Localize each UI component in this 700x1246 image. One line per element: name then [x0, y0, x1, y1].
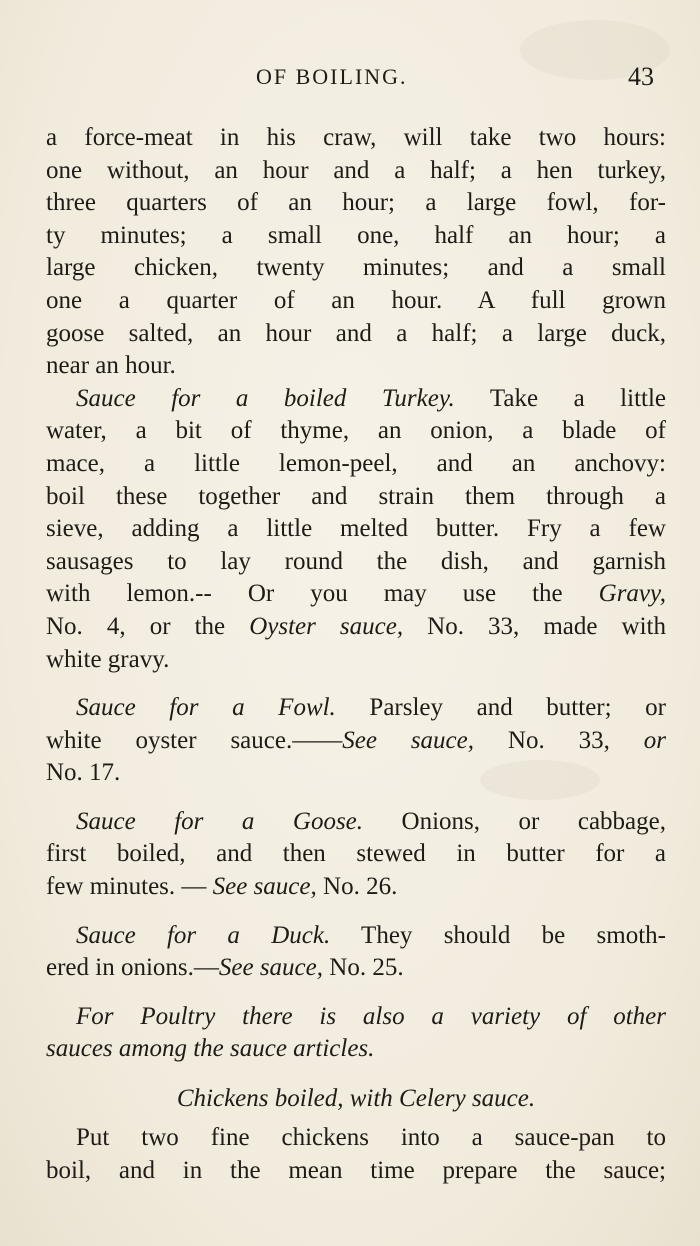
text-line: first boiled, and then stewed in butter for a — [46, 840, 666, 868]
paragraph-gap — [46, 985, 666, 1001]
paragraph-fowl-sauce — [46, 692, 666, 790]
text-line: ty minutes; a small one, half an hour; a — [46, 221, 666, 249]
paragraph-turkey-sauce — [46, 383, 666, 676]
recipe-title: Sauce for a Duck. — [76, 921, 331, 949]
text-line: Put two fine chickens into a sauce-pan to — [76, 1124, 666, 1152]
paragraph-duck-sauce — [46, 920, 666, 985]
text-line: large chicken, twenty minutes; and a small — [46, 254, 666, 282]
recipe-title: Sauce for a Goose. — [76, 807, 364, 835]
text-line: Sauce for a boiled Turkey. Take a little — [76, 384, 666, 412]
text-line: water, a bit of thyme, an onion, a blade of — [46, 417, 666, 445]
running-head: OF BOILING. — [256, 64, 408, 89]
text-line: one a quarter of an hour. A full grown — [46, 286, 666, 314]
text-line: boil, and in the mean time prepare the sauce; — [46, 1156, 666, 1184]
paragraph-gap — [46, 676, 666, 692]
text-line: boil these together and strain them through a — [46, 482, 666, 510]
text-line: No. 4, or the Oyster sauce, No. 33, made with — [46, 612, 667, 640]
text-line: white gravy. — [46, 645, 170, 673]
text-line: ered in onions.—See sauce, No. 25. — [46, 954, 404, 982]
paragraph-boiling-times — [46, 122, 666, 383]
text-line: with lemon.-- Or you may use the Gravy, — [46, 580, 666, 608]
text-line: sieve, adding a little melted butter. Fry a few — [46, 515, 666, 543]
text-line: Sauce for a Duck. They should be smoth- — [76, 921, 666, 949]
text-line: Sauce for a Goose. Onions, or cabbage, — [76, 807, 666, 835]
text-line: near an hour. — [46, 352, 176, 380]
text-line: one without, an hour and a half; a hen turkey, — [46, 156, 666, 184]
page-body — [46, 122, 666, 1187]
recipe-heading: Chickens boiled, with Celery sauce. — [176, 1085, 536, 1113]
text-line: a force-meat in his craw, will take two hours: — [46, 124, 666, 151]
page-header — [46, 62, 658, 96]
paragraph-gap — [46, 1066, 666, 1082]
text-line: sausages to lay round the dish, and garnish — [46, 547, 666, 575]
page-number: 43 — [628, 62, 654, 91]
text-line: No. 17. — [46, 759, 121, 787]
text-line: For Poultry there is also a variety of other — [76, 1002, 666, 1030]
recipe-title: Sauce for a boiled Turkey. — [76, 384, 455, 412]
text-line: mace, a little lemon-peel, and an anchovy: — [46, 449, 666, 477]
paragraph-gap — [46, 904, 666, 920]
paragraph-goose-sauce — [46, 806, 666, 904]
text-line: few minutes. — See sauce, No. 26. — [46, 873, 398, 901]
paragraph-chickens — [46, 1122, 666, 1187]
text-line: white oyster sauce.——See sauce, No. 33, or — [46, 726, 666, 754]
text-line: three quarters of an hour; a large fowl, for- — [46, 189, 666, 217]
paragraph-poultry-note — [46, 1001, 666, 1066]
recipe-title: Sauce for a Fowl. — [76, 694, 336, 722]
text-line: sauces among the sauce articles. — [46, 1035, 375, 1063]
text-line: Sauce for a Fowl. Parsley and butter; or — [76, 694, 666, 722]
paragraph-gap — [46, 790, 666, 806]
text-line: goose salted, an hour and a half; a large duck, — [46, 319, 666, 347]
